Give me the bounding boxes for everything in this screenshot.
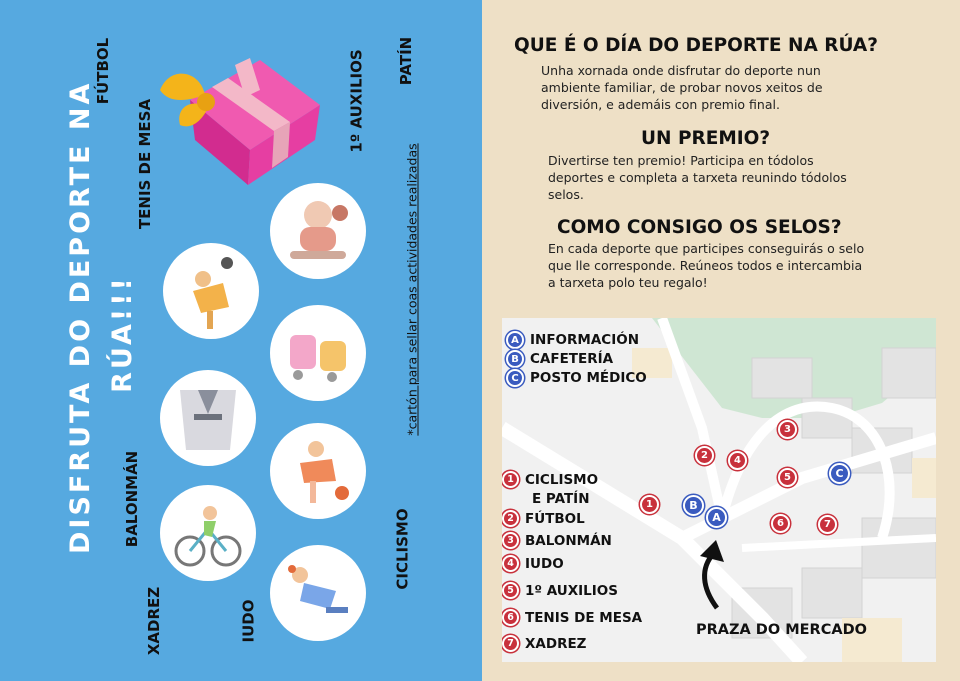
q2-text: Divertirse ten premio! Participa en tódolos deportes e completa a tarxeta reunindo tódolos selos. — [548, 153, 847, 202]
q1-title: QUE É O DÍA DO DEPORTE NA RÚA? — [514, 35, 878, 56]
q2-title: UN PREMIO? — [641, 128, 771, 149]
main-title-line2: RÚA!!! — [107, 275, 138, 393]
legend-row-c — [506, 369, 647, 387]
map-pin-3[interactable]: 3 — [778, 420, 797, 439]
place-label-praza: PRAZA DO MERCADO — [696, 622, 867, 638]
legend-badge-5: 5 — [502, 582, 519, 599]
legend-row-4 — [502, 555, 564, 572]
legend-label-6: TENIS DE MESA — [525, 609, 643, 626]
legend-label-1: CICLISMO — [525, 471, 599, 488]
label-futbol: FÚTBOL — [94, 37, 113, 105]
legend-badge-2: 2 — [502, 510, 519, 527]
map-pin-b[interactable]: B — [683, 495, 704, 516]
label-patin: PATÍN — [397, 36, 416, 86]
legend-row-1b — [532, 491, 590, 507]
legend-row-b — [506, 350, 613, 368]
legend-label-7: XADREZ — [525, 635, 587, 652]
futbol-stamp-icon — [163, 243, 259, 339]
map-pin-a[interactable]: A — [706, 507, 727, 528]
legend-badge-a: A — [506, 331, 524, 349]
legend-label-5: 1º AUXILIOS — [525, 582, 618, 599]
q3-title: COMO CONSIGO OS SELOS? — [557, 217, 842, 238]
map-pin-1[interactable]: 1 — [640, 495, 659, 514]
q1-text: Unha xornada onde disfrutar do deporte nun ambiente familiar, de probar novos xeitos de diversión, e ademáis con premio final. — [541, 63, 823, 112]
legend-label-3: BALONMÁN — [525, 532, 612, 549]
gift-box-icon — [150, 30, 330, 190]
patin-stamp-icon — [270, 305, 366, 401]
balonman-stamp-icon — [270, 423, 366, 519]
event-map — [502, 318, 936, 662]
legend-badge-b: B — [506, 350, 524, 368]
iudo-stamp-icon — [160, 370, 256, 466]
legend-badge-6: 6 — [502, 609, 519, 626]
label-auxilios: 1º AUXILIOS — [347, 49, 366, 153]
legend-badge-c: C — [506, 369, 524, 387]
map-pin-5[interactable]: 5 — [778, 468, 797, 487]
legend-row-3 — [502, 532, 612, 549]
label-tenis-de-mesa: TENIS DE MESA — [136, 98, 155, 230]
legend-row-2 — [502, 510, 585, 527]
legend-badge-4: 4 — [502, 555, 519, 572]
label-xadrez: XADREZ — [145, 586, 164, 656]
legend-label-c: POSTO MÉDICO — [530, 370, 647, 386]
label-iudo: IUDO — [239, 599, 258, 643]
legend-badge-1: 1 — [502, 471, 519, 488]
tenis-de-mesa-stamp-icon — [270, 183, 366, 279]
legend-row-a — [506, 331, 639, 349]
label-balonman: BALONMÁN — [123, 450, 142, 548]
map-pin-c[interactable]: C — [829, 463, 850, 484]
main-title-line1: DISFRUTA DO DEPORTE NA — [65, 80, 96, 554]
stamp-note: *cartón para sellar coas actividades realizadas — [404, 143, 420, 436]
legend-label-a: INFORMACIÓN — [530, 332, 640, 348]
legend-label-b: CAFETERÍA — [530, 351, 614, 367]
map-pin-2[interactable]: 2 — [695, 446, 714, 465]
legend-row-6 — [502, 609, 642, 626]
legend-label-2: FÚTBOL — [525, 510, 585, 527]
legend-badge-3: 3 — [502, 532, 519, 549]
legend-row-5 — [502, 582, 618, 599]
map-pin-7[interactable]: 7 — [818, 515, 837, 534]
label-ciclismo: CICLISMO — [393, 508, 412, 590]
map-pin-6[interactable]: 6 — [771, 514, 790, 533]
ciclismo-stamp-icon — [160, 485, 256, 581]
xadrez-stamp-icon — [270, 545, 366, 641]
map-pin-4[interactable]: 4 — [728, 451, 747, 470]
legend-row-7 — [502, 635, 586, 652]
legend-label-4: IUDO — [525, 555, 564, 572]
legend-badge-7: 7 — [502, 635, 519, 652]
legend-label-1b: E PATÍN — [532, 491, 590, 507]
q3-text: En cada deporte que participes conseguirás o selo que lle corresponde. Reúneos todos e intercambia a tarxeta polo teu regalo! — [548, 241, 865, 290]
legend-row-1 — [502, 471, 598, 488]
